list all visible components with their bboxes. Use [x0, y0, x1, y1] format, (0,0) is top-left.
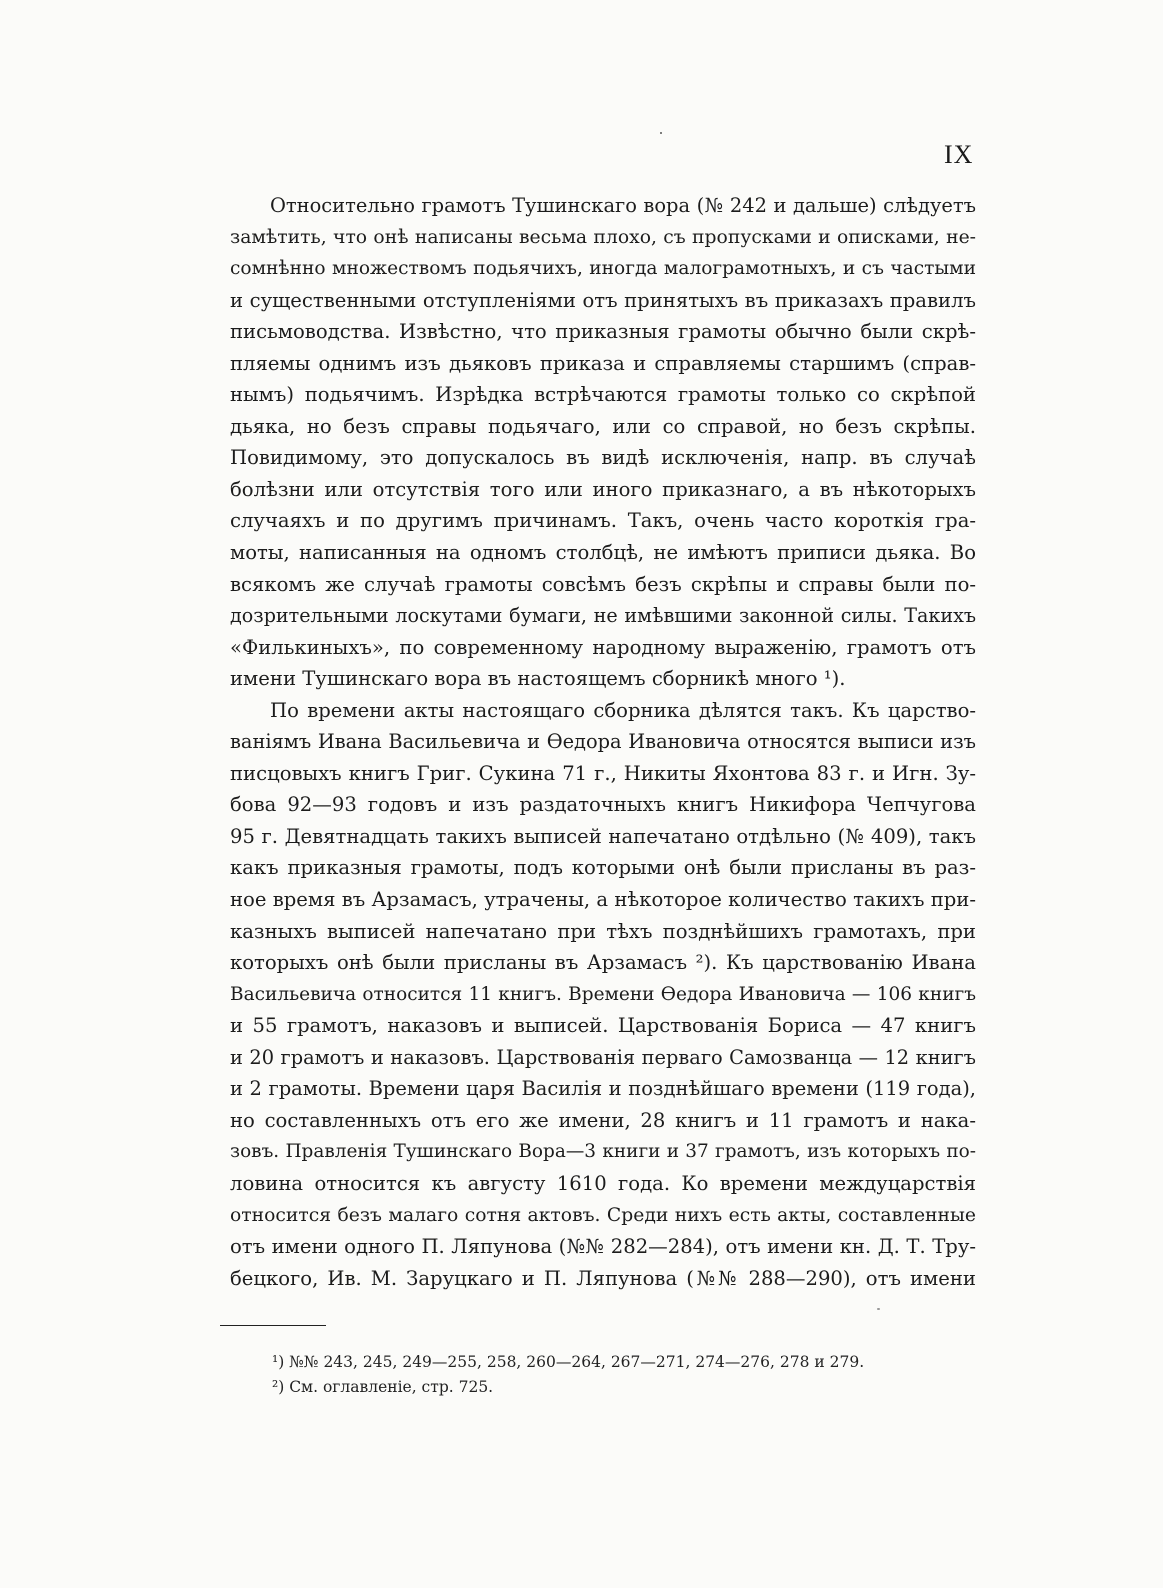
- text-line: По времени акты настоящаго сборника дѣлятся такъ. Къ царство-: [270, 698, 976, 722]
- text-line: ное время въ Арзамасъ, утрачены, а нѣкоторое количество такихъ при-: [230, 888, 976, 912]
- footnote-divider: [220, 1325, 326, 1326]
- text-line: и 20 грамотъ и наказовъ. Царствованія перваго Самозванца — 12 книгъ: [230, 1045, 976, 1069]
- footnote-2: ²) См. оглавленіе, стр. 725.: [272, 1378, 494, 1396]
- text-line: дьяка, но безъ справы подьячаго, или со справой, но безъ скрѣпы.: [230, 414, 976, 438]
- text-line: казныхъ выписей напечатано при тѣхъ позднѣйшихъ грамотахъ, при: [230, 919, 976, 943]
- text-line: какъ приказныя грамоты, подъ которыми онѣ были присланы въ раз-: [230, 856, 976, 880]
- page-number: IX: [944, 140, 974, 169]
- text-line: ловина относится къ августу 1610 года. Ко времени междуцарствія: [230, 1171, 976, 1195]
- text-line: пляемы однимъ изъ дьяковъ приказа и справляемы старшимъ (справ-: [230, 351, 976, 375]
- text-line: бецкого, Ив. М. Заруцкаго и П. Ляпунова (№№ 288—290), отъ имени: [230, 1266, 976, 1290]
- text-line: имени Тушинскаго вора въ настоящемъ сборникѣ много ¹).: [230, 667, 846, 691]
- text-line: нымъ) подьячимъ. Изрѣдка встрѣчаются грамоты только со скрѣпой: [230, 383, 976, 407]
- text-line: которыхъ онѣ были присланы въ Арзамасъ ²). Къ царствованію Ивана: [230, 951, 976, 975]
- text-line: и существенными отступленіями отъ принятыхъ въ приказахъ правилъ: [230, 288, 976, 312]
- text-line: моты, написанныя на одномъ столбцѣ, не имѣютъ приписи дьяка. Во: [230, 541, 976, 565]
- paragraph-1: [230, 190, 976, 695]
- text-line: но составленныхъ отъ его же имени, 28 книгъ и 11 грамотъ и нака-: [230, 1108, 976, 1132]
- text-line: 95 г. Девятнадцать такихъ выписей напечатано отдѣльно (№ 409), такъ: [230, 824, 976, 848]
- text-line: писцовыхъ книгъ Григ. Сукина 71 г., Никиты Яхонтова 83 г. и Игн. Зу-: [230, 761, 976, 785]
- text-line: «Филькиныхъ», по современному народному выраженію, грамотъ отъ: [230, 635, 976, 659]
- text-line: бова 92—93 годовъ и изъ раздаточныхъ книгъ Никифора Чепчугова: [230, 793, 976, 817]
- scan-speck: [877, 1308, 880, 1310]
- text-line: дозрительными лоскутами бумаги, не имѣвшими законной силы. Такихъ: [230, 604, 976, 628]
- body-text: [230, 190, 976, 1294]
- text-line: всякомъ же случаѣ грамоты совсѣмъ безъ скрѣпы и справы были по-: [230, 572, 976, 596]
- text-line: зовъ. Правленія Тушинскаго Вора—3 книги и 37 грамотъ, изъ которыхъ по-: [230, 1141, 976, 1163]
- text-line: болѣзни или отсутствія того или иного приказнаго, а въ нѣкоторыхъ: [230, 477, 976, 501]
- text-line: сомнѣнно множествомъ подьячихъ, иногда малограмотныхъ, и съ частыми: [230, 258, 976, 280]
- text-line: Повидимому, это допускалось въ видѣ исключенія, напр. въ случаѣ: [230, 446, 976, 470]
- paragraph-2: [230, 695, 976, 1294]
- text-line: Относительно грамотъ Тушинскаго вора (№ 242 и дальше) слѣдуетъ: [270, 194, 976, 217]
- text-line: случаяхъ и по другимъ причинамъ. Такъ, очень часто короткія гра-: [230, 509, 976, 533]
- text-line: и 55 грамотъ, наказовъ и выписей. Царствованія Бориса — 47 книгъ: [230, 1014, 976, 1038]
- text-line: письмоводства. Извѣстно, что приказныя грамоты обычно были скрѣ-: [230, 320, 976, 344]
- footnote-1: ¹) №№ 243, 245, 249—255, 258, 260—264, 267—271, 274—276, 278 и 279.: [272, 1353, 865, 1371]
- text-line: и 2 грамоты. Времени царя Василія и позднѣйшаго времени (119 года),: [230, 1077, 976, 1101]
- text-line: отъ имени одного П. Ляпунова (№№ 282—284), отъ имени кн. Д. Т. Тру-: [230, 1235, 976, 1259]
- footnotes: [272, 1350, 952, 1400]
- text-line: Васильевича относится 11 книгъ. Времени Ѳедора Ивановича — 106 книгъ: [230, 983, 976, 1005]
- scan-speck: [660, 132, 662, 134]
- text-line: ваніямъ Ивана Васильевича и Ѳедора Ивановича относятся выписи изъ: [230, 730, 976, 754]
- text-line: относится безъ малаго сотня актовъ. Среди нихъ есть акты, составленные: [230, 1204, 976, 1226]
- text-line: замѣтить, что онѣ написаны весьма плохо, съ пропусками и описками, не-: [230, 226, 976, 248]
